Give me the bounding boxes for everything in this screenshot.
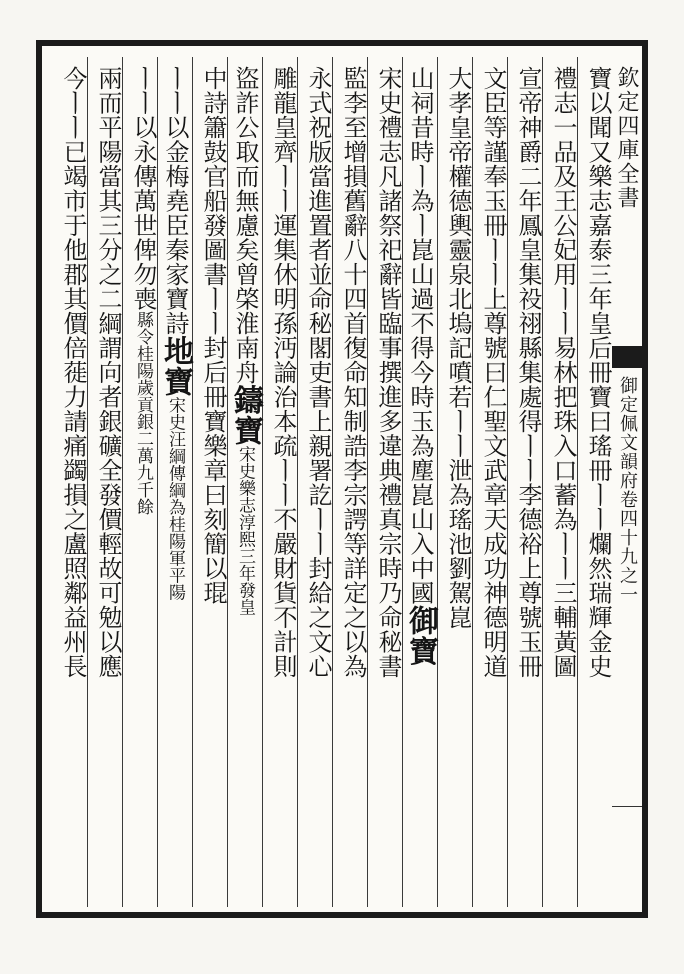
text-run: 宋史汪綱傳綱為桂陽軍平陽 — [165, 396, 185, 601]
text-column — [301, 66, 330, 906]
column-rule — [192, 57, 193, 907]
text-run: 雕龍皇齊ㅣㅣ運集休明孫沔論治本疏ㅣㅣ不嚴財貨不計則 — [269, 66, 297, 679]
column-rule — [262, 57, 263, 907]
column-rule — [227, 57, 228, 907]
book-title: 欽定四庫全書 — [614, 66, 639, 210]
text-run: 宋史禮志凡諸祭祀辭皆臨事撰進多違典禮真宗時乃命秘書 — [374, 66, 402, 679]
text-run: 中詩簫鼓官船發圖書ㅣㅣ封 — [199, 66, 227, 360]
column-rule — [332, 57, 333, 907]
text-column — [476, 66, 505, 906]
column-rule — [122, 57, 123, 907]
heading-term: 鑄寶 — [228, 384, 263, 446]
column-rule — [87, 57, 88, 907]
text-run: 監李至增損舊辭八十四首復命知制誥李宗諤等詳定之以為 — [339, 66, 367, 679]
text-column — [581, 66, 610, 906]
column-rule — [402, 57, 403, 907]
text-column — [511, 66, 540, 906]
column-rule — [157, 57, 158, 907]
page-margin — [612, 46, 642, 912]
margin-divider — [612, 806, 642, 807]
heading-term: 地寶 — [158, 335, 193, 397]
text-column — [546, 66, 575, 906]
text-run: 山祠昔時ㅣ為ㅣ崑山過不得今時玉為塵崑山入中國 — [406, 66, 434, 605]
text-column — [228, 66, 263, 906]
fish-tail-mark — [612, 346, 642, 368]
text-run: 永式祝版當進置者並命秘閣吏書上親署訖ㅣㅣ封給之文心 — [304, 66, 332, 679]
text-run: 寶以聞又樂志嘉泰三年皇后冊寶曰瑤冊ㅣㅣ爛然瑞輝金史 — [584, 66, 612, 679]
text-run: 后冊寶樂章曰刻簡以琨 — [199, 360, 227, 605]
text-run: 兩而平陽當其三分之二綱謂向者銀礦全發價輕故可勉以應 — [94, 66, 122, 679]
text-column — [371, 66, 400, 906]
text-column — [403, 66, 438, 906]
text-run: ㅣㅣ以金梅堯臣秦家寶詩 — [161, 66, 189, 336]
text-column — [158, 66, 193, 906]
text-column — [441, 66, 470, 906]
text-column — [91, 66, 120, 906]
text-column — [336, 66, 365, 906]
volume-label: 御定佩文韻府卷四十九之一 — [617, 376, 638, 604]
text-run: 今ㅣㅣ已竭市于他郡其價倍蓰力請痛蠲損之盧照鄰益州長 — [59, 66, 87, 679]
column-rule — [507, 57, 508, 907]
text-run: 縣令桂陽歲貢銀二萬九千餘 — [133, 311, 153, 515]
column-rule — [542, 57, 543, 907]
heading-term: 御寶 — [403, 605, 438, 666]
text-column — [196, 66, 225, 906]
text-run: 文臣等謹奉玉冊ㅣㅣ上尊號曰仁聖文武章天成功神德明道 — [479, 66, 507, 679]
column-rule — [472, 57, 473, 907]
text-column — [56, 66, 85, 906]
text-run: 盜詐公取而無慮矣曾棨淮南舟 — [231, 66, 259, 385]
text-run: 大孝皇帝權德輿靈泉北塢記噴若ㅣㅣ泄為瑤池劉駕崑 — [444, 66, 472, 630]
text-run: 宣帝神爵二年鳳皇集祋祤縣集處得ㅣㅣ李德裕上尊號玉冊 — [514, 66, 542, 679]
text-run: 禮志一品及王公妃用ㅣㅣ易林把珠入口蓄為ㅣㅣ三輔黃圖 — [549, 66, 577, 679]
text-column — [266, 66, 295, 906]
column-rule — [577, 57, 578, 907]
column-rule — [437, 57, 438, 907]
column-rule — [367, 57, 368, 907]
text-run: 宋史樂志淳熙三年發皇 — [235, 445, 255, 616]
column-rule — [297, 57, 298, 907]
text-column — [126, 66, 155, 906]
text-run: ㅣㅣ以永傳萬世俾勿喪 — [129, 66, 157, 311]
